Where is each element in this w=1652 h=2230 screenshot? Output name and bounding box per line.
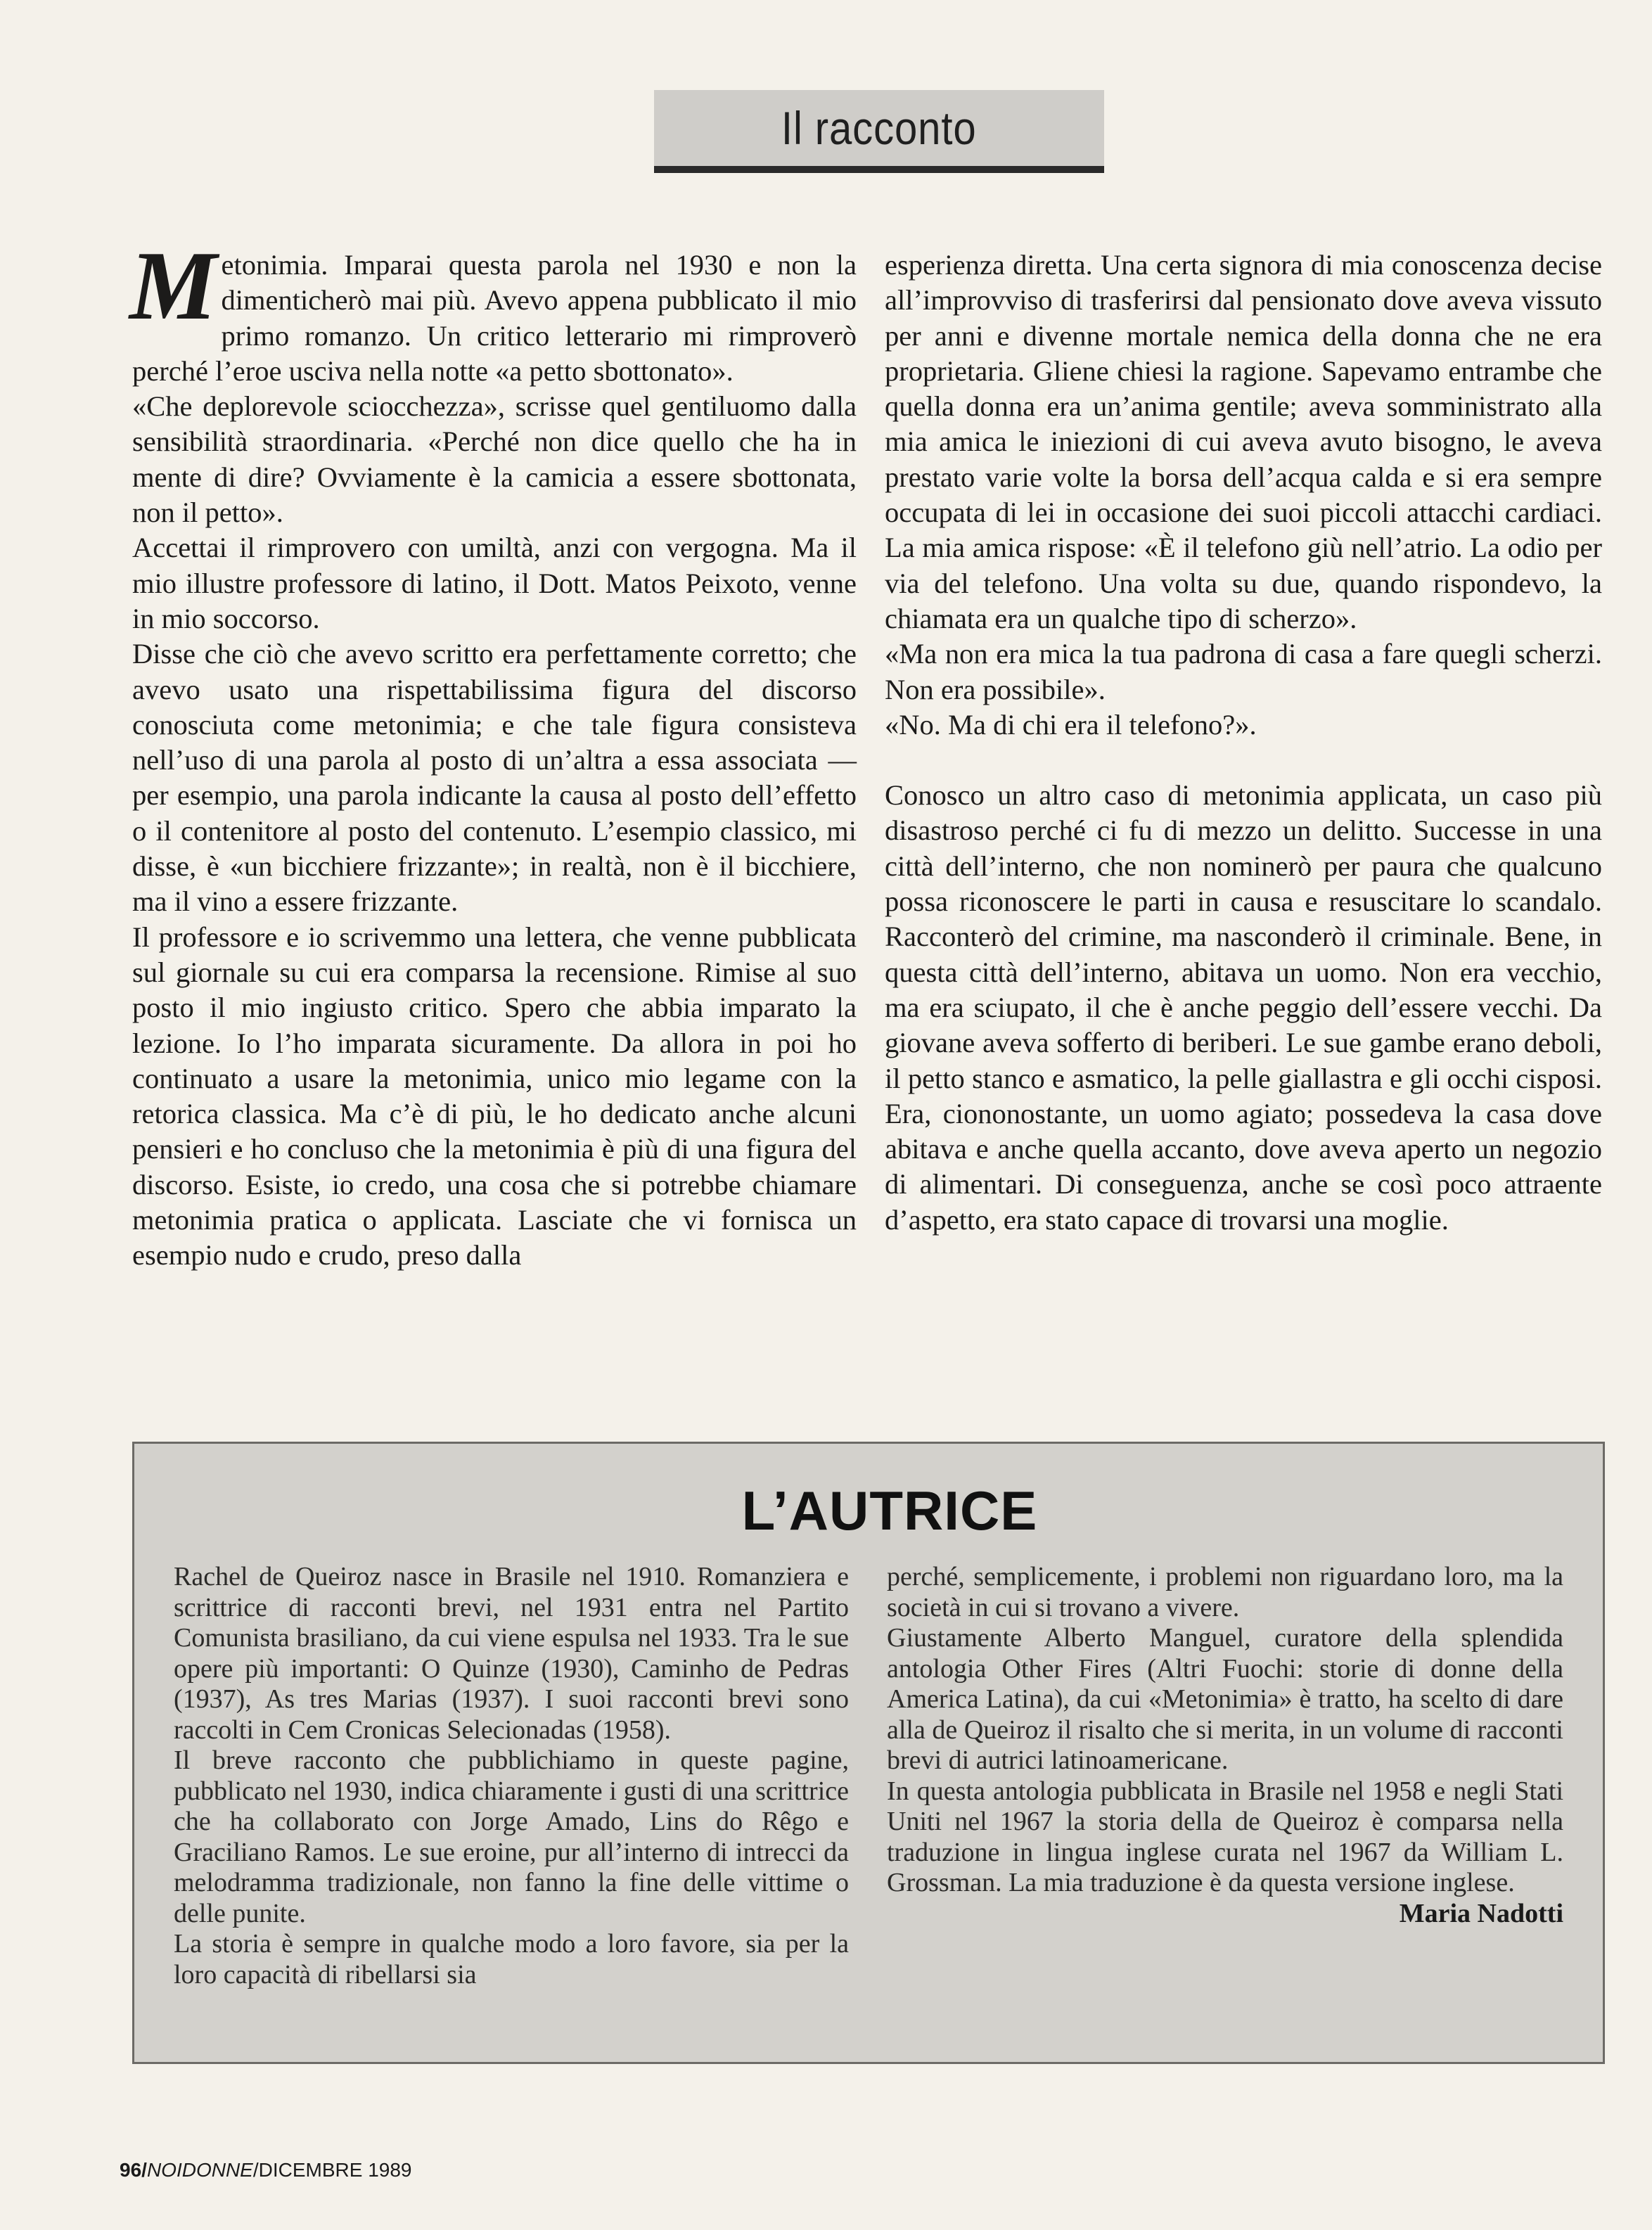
author-paragraph: Rachel de Queiroz nasce in Brasile nel 1910. Romanziera e scrittrice di racconti brevi, nel 1931 entra nel Partito Comunista brasiliano, da cui viene espulsa nel 1933. Tra le sue opere più importanti: O Quinze (1930), Caminho de Pedras (1937), As tres Marias (1937). I suoi racconti brevi sono raccolti in Cem Cronicas Selecionadas (1958). bbox=[174, 1562, 849, 1745]
story-paragraph: Il professore e io scrivemmo una lettera, che venne pubblicata sul giornale su cui era comparsa la recensione. Rimise al suo posto il mio ingiusto critico. Spero che abbia imparato la lezione. Io l’ho imparata sicuramente. Da allora in poi ho continuato a usare la metonimia, unico mio legame con la retorica classica. Ma c’è di più, le ho dedicato anche alcuni pensieri e ho concluso che la metonimia è più di una figura del discorso. Esiste, io credo, una cosa che si potrebbe chiamare metonimia pratica o applicata. Lasciate che vi fornisca un esempio nudo e crudo, preso dalla bbox=[132, 921, 857, 1271]
author-box-column-left bbox=[174, 1562, 849, 1990]
story-paragraph: «Che deplorevole sciocchezza», scrisse quel gentiluomo dalla sensibilità straordinaria. «Perché non dice quello che ha in mente di dire? Ovviamente è la camicia a essere sbottonata, non il petto». bbox=[132, 390, 857, 529]
magazine-name: NOIDONNE bbox=[146, 2159, 253, 2181]
story-paragraph: Accettai il rimprovero con umiltà, anzi con vergogna. Ma il mio illustre professore di latino, il Dott. Matos Peixoto, venne in mio soccorso. bbox=[132, 532, 857, 634]
author-paragraph: Il breve racconto che pubblichiamo in queste pagine, pubblicato nel 1930, indica chiaramente i gusti di una scrittrice che ha collaborato con Jorge Amado, Lins do Rêgo e Graciliano Ramos. Le sue eroine, pur all’interno di intrecci da melodramma tradizionale, non fanno la fine delle vittime o delle punite. bbox=[174, 1745, 849, 1928]
author-box bbox=[132, 1442, 1605, 2064]
author-paragraph: perché, semplicemente, i problemi non riguardano loro, ma la società in cui si trovano a vivere. bbox=[887, 1562, 1563, 1622]
story-paragraph: Metonimia. Imparai questa parola nel 1930 e non la dimenticherò mai più. Avevo appena pubblicato il mio primo romanzo. Un critico letterario mi rimproverò perché l’eroe usciva nella notte «a petto sbottonato». bbox=[129, 231, 857, 387]
story-paragraph: «No. Ma di chi era il telefono?». bbox=[885, 708, 1257, 741]
author-paragraph: La storia è sempre in qualche modo a loro favore, sia per la loro capacità di ribellarsi sia bbox=[174, 1929, 849, 1989]
page-footer bbox=[120, 2159, 411, 2181]
issue-date: /DICEMBRE 1989 bbox=[252, 2159, 412, 2181]
story-column-left bbox=[129, 231, 857, 1274]
story-paragraph: «Ma non era mica la tua padrona di casa a fare quegli scherzi. Non era possibile». bbox=[885, 638, 1602, 705]
author-box-column-right bbox=[887, 1562, 1563, 1929]
author-box-title: L’AUTRICE bbox=[741, 1480, 1038, 1542]
author-paragraph: In questa antologia pubblicata in Brasile nel 1958 e negli Stati Uniti nel 1967 la storia della de Queiroz è comparsa nella traduzione in lingua inglese curata nel 1967 da William L. Grossman. La mia traduzione è da questa versione inglese. bbox=[887, 1776, 1563, 1897]
section-title: Il racconto bbox=[781, 102, 977, 154]
drop-cap: M bbox=[129, 231, 217, 340]
page-number: 96/ bbox=[120, 2159, 147, 2181]
story-paragraph: esperienza diretta. Una certa signora di mia conoscenza decise all’improvviso di trasferirsi dal pensionato dove aveva vissuto per anni e divenne mortale nemica della donna che ne era proprietaria. Gliene chiesi la ragione. Sapevamo entrambe che quella donna era un’anima gentile; aveva somministrato alla mia amica le iniezioni di cui aveva avuto bisogno, le aveva prestato varie volte la borsa dell’acqua calda e si era sempre occupata di lei in occasione dei suoi piccoli attacchi cardiaci. La mia amica rispose: «È il telefono giù nell’atrio. La odio per via del telefono. Una volta su due, quando rispondevo, la chiamata era un qualche tipo di scherzo». bbox=[885, 249, 1602, 634]
author-signature: Maria Nadotti bbox=[1399, 1898, 1563, 1928]
story-column-right bbox=[885, 248, 1602, 1238]
story-paragraph: Disse che ciò che avevo scritto era perfettamente corretto; che avevo usato una rispettabilissima figura del discorso conosciuta come metonimia; e che tale figura consisteva nell’uso di una parola al posto di un’altra a essa associata — per esempio, una parola indicante la causa al posto dell’effetto o il contenitore al posto del contenuto. L’esempio classico, mi disse, è «un bicchiere frizzante»; in realtà, non è il bicchiere, ma il vino a essere frizzante. bbox=[132, 638, 857, 918]
story-paragraph: Conosco un altro caso di metonimia applicata, un caso più disastroso perché ci fu di mezzo un delitto. Successe in una città dell’interno, che non nominerò per paura che qualcuno possa riconoscere le parti in causa e resuscitare lo scandalo. Racconterò del crimine, ma nasconderò il criminale. Bene, in questa città dell’interno, abitava un uomo. Non era vecchio, ma era sciupato, il che è anche peggio dell’essere vecchi. Da giovane aveva sofferto di beriberi. Le sue gambe erano deboli, il petto stanco e asmatico, la pelle giallastra e gli occhi cisposi. Era, ciononostante, un uomo agiato; possedeva la casa dove abitava e anche quella accanto, dove aveva aperto un negozio di alimentari. Di conseguenza, anche se così poco attraente d’aspetto, era stato capace di trovarsi una moglie. bbox=[885, 779, 1602, 1236]
section-header bbox=[654, 90, 1104, 173]
author-paragraph: Giustamente Alberto Manguel, curatore della splendida antologia Other Fires (Altri Fuochi: storie di donne della America Latina), da cui «Metonimia» è tratto, ha scelto di dare alla de Queiroz il risalto che si merita, in un volume di racconti brevi di autrici latinoamericane. bbox=[887, 1623, 1563, 1775]
